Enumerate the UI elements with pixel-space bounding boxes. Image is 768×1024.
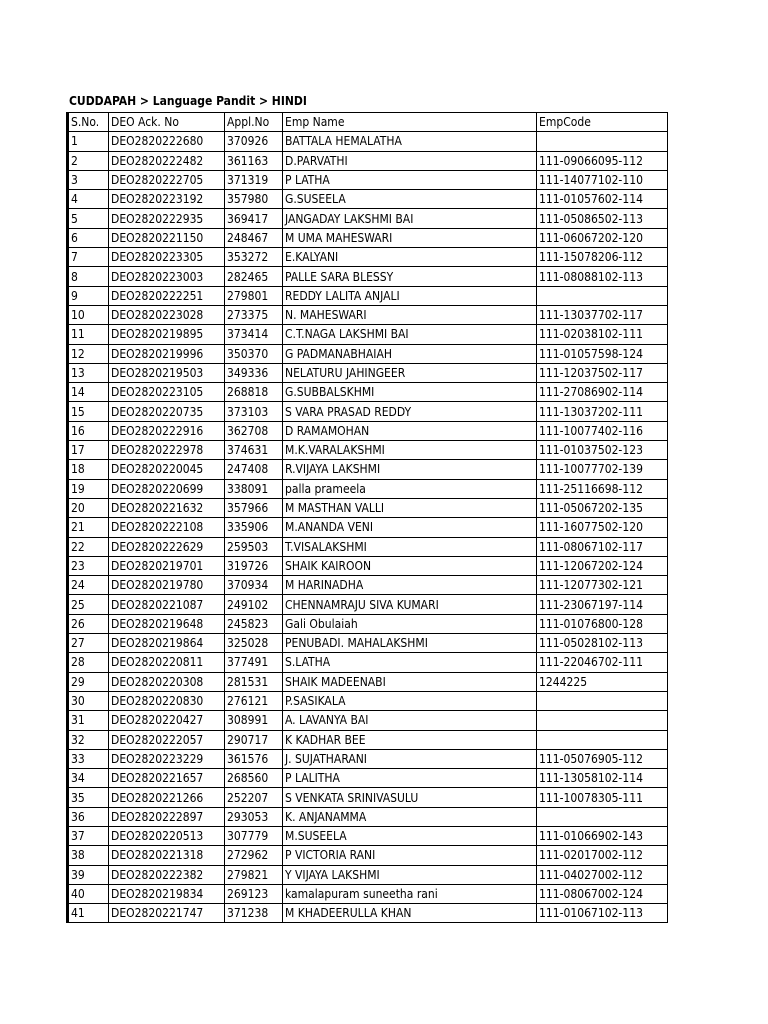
- cell-emp-name: JANGADAY LAKSHMI BAI: [283, 209, 537, 228]
- table-row: [68, 518, 668, 537]
- cell-deo-ack-no: DEO2820222251: [109, 286, 225, 305]
- cell-deo-ack-no: DEO2820222382: [109, 865, 225, 884]
- cell-appl-no: 335906: [225, 518, 283, 537]
- cell-appl-no: 350370: [225, 344, 283, 363]
- table-row: [68, 190, 668, 209]
- cell-emp-name: G PADMANABHAIAH: [283, 344, 537, 363]
- cell-appl-no: 370926: [225, 132, 283, 151]
- cell-sno: 11: [68, 325, 109, 344]
- cell-deo-ack-no: DEO2820220830: [109, 691, 225, 710]
- cell-sno: 8: [68, 267, 109, 286]
- cell-deo-ack-no: DEO2820220427: [109, 711, 225, 730]
- cell-appl-no: 371238: [225, 904, 283, 923]
- cell-emp-code: 111-08067102-117: [537, 537, 668, 556]
- cell-emp-name: S.LATHA: [283, 653, 537, 672]
- cell-emp-name: REDDY LALITA ANJALI: [283, 286, 537, 305]
- cell-sno: 25: [68, 595, 109, 614]
- table-row: [68, 228, 668, 247]
- cell-emp-code: 111-02017002-112: [537, 846, 668, 865]
- cell-emp-name: J. SUJATHARANI: [283, 749, 537, 768]
- table-row: [68, 749, 668, 768]
- cell-emp-name: K KADHAR BEE: [283, 730, 537, 749]
- table-row: [68, 730, 668, 749]
- header-row: [68, 113, 668, 132]
- cell-deo-ack-no: DEO2820220811: [109, 653, 225, 672]
- cell-sno: 1: [68, 132, 109, 151]
- cell-appl-no: 252207: [225, 788, 283, 807]
- cell-sno: 16: [68, 421, 109, 440]
- cell-emp-name: S VENKATA SRINIVASULU: [283, 788, 537, 807]
- table-row: [68, 556, 668, 575]
- cell-deo-ack-no: DEO2820220513: [109, 826, 225, 845]
- cell-deo-ack-no: DEO2820220308: [109, 672, 225, 691]
- cell-emp-name: C.T.NAGA LAKSHMI BAI: [283, 325, 537, 344]
- cell-emp-name: R.VIJAYA LAKSHMI: [283, 460, 537, 479]
- cell-sno: 37: [68, 826, 109, 845]
- column-header-emp-code: EmpCode: [537, 113, 668, 132]
- cell-appl-no: 293053: [225, 807, 283, 826]
- table-row: [68, 325, 668, 344]
- cell-emp-code: [537, 807, 668, 826]
- table-row: [68, 711, 668, 730]
- cell-deo-ack-no: DEO2820220045: [109, 460, 225, 479]
- cell-sno: 14: [68, 383, 109, 402]
- cell-emp-name: T.VISALAKSHMI: [283, 537, 537, 556]
- cell-deo-ack-no: DEO2820222108: [109, 518, 225, 537]
- table-row: [68, 421, 668, 440]
- cell-appl-no: 281531: [225, 672, 283, 691]
- cell-emp-code: 111-12077302-121: [537, 576, 668, 595]
- cell-emp-name: M.ANANDA VENI: [283, 518, 537, 537]
- cell-deo-ack-no: DEO2820221747: [109, 904, 225, 923]
- cell-sno: 2: [68, 151, 109, 170]
- cell-emp-name: SHAIK MADEENABI: [283, 672, 537, 691]
- table-row: [68, 479, 668, 498]
- table-row: [68, 363, 668, 382]
- table-header: [68, 113, 668, 132]
- table-row: [68, 653, 668, 672]
- cell-appl-no: 357966: [225, 498, 283, 517]
- cell-emp-code: 111-09066095-112: [537, 151, 668, 170]
- cell-emp-name: palla prameela: [283, 479, 537, 498]
- cell-sno: 13: [68, 363, 109, 382]
- cell-deo-ack-no: DEO2820220699: [109, 479, 225, 498]
- cell-sno: 24: [68, 576, 109, 595]
- cell-appl-no: 371319: [225, 170, 283, 189]
- table-row: [68, 826, 668, 845]
- cell-appl-no: 373103: [225, 402, 283, 421]
- cell-emp-name: D.PARVATHI: [283, 151, 537, 170]
- table-body: [68, 132, 668, 923]
- cell-appl-no: 279821: [225, 865, 283, 884]
- cell-emp-name: A. LAVANYA BAI: [283, 711, 537, 730]
- cell-emp-name: NELATURU JAHINGEER: [283, 363, 537, 382]
- cell-emp-code: 111-13058102-114: [537, 769, 668, 788]
- cell-emp-code: [537, 132, 668, 151]
- cell-sno: 38: [68, 846, 109, 865]
- cell-sno: 41: [68, 904, 109, 923]
- cell-emp-code: 111-01076800-128: [537, 614, 668, 633]
- table-row: [68, 691, 668, 710]
- cell-emp-name: K. ANJANAMMA: [283, 807, 537, 826]
- cell-emp-code: 111-01057602-114: [537, 190, 668, 209]
- cell-sno: 10: [68, 305, 109, 324]
- cell-appl-no: 276121: [225, 691, 283, 710]
- table-row: [68, 769, 668, 788]
- table-row: [68, 383, 668, 402]
- table-row: [68, 402, 668, 421]
- cell-sno: 33: [68, 749, 109, 768]
- cell-deo-ack-no: DEO2820222935: [109, 209, 225, 228]
- cell-emp-code: 111-05086502-113: [537, 209, 668, 228]
- cell-emp-code: 111-06067202-120: [537, 228, 668, 247]
- cell-emp-name: Gali Obulaiah: [283, 614, 537, 633]
- cell-emp-code: 111-02038102-111: [537, 325, 668, 344]
- cell-appl-no: 248467: [225, 228, 283, 247]
- cell-emp-code: 111-08088102-113: [537, 267, 668, 286]
- cell-emp-name: S VARA PRASAD REDDY: [283, 402, 537, 421]
- cell-deo-ack-no: DEO2820223003: [109, 267, 225, 286]
- cell-emp-name: M HARINADHA: [283, 576, 537, 595]
- table-row: [68, 788, 668, 807]
- cell-emp-name: CHENNAMRAJU SIVA KUMARI: [283, 595, 537, 614]
- cell-emp-code: 111-22046702-111: [537, 653, 668, 672]
- cell-emp-name: P LATHA: [283, 170, 537, 189]
- cell-sno: 39: [68, 865, 109, 884]
- cell-appl-no: 273375: [225, 305, 283, 324]
- cell-emp-code: 111-10077402-116: [537, 421, 668, 440]
- cell-emp-code: 111-05028102-113: [537, 634, 668, 653]
- cell-emp-name: N. MAHESWARI: [283, 305, 537, 324]
- cell-appl-no: 374631: [225, 441, 283, 460]
- cell-appl-no: 373414: [225, 325, 283, 344]
- table-row: [68, 614, 668, 633]
- cell-deo-ack-no: DEO2820219864: [109, 634, 225, 653]
- cell-sno: 27: [68, 634, 109, 653]
- cell-deo-ack-no: DEO2820221087: [109, 595, 225, 614]
- cell-sno: 32: [68, 730, 109, 749]
- cell-sno: 35: [68, 788, 109, 807]
- cell-deo-ack-no: DEO2820221150: [109, 228, 225, 247]
- cell-appl-no: 268560: [225, 769, 283, 788]
- cell-emp-code: 1244225: [537, 672, 668, 691]
- cell-emp-code: 111-25116698-112: [537, 479, 668, 498]
- cell-emp-code: [537, 730, 668, 749]
- column-header-sno: S.No.: [68, 113, 109, 132]
- cell-sno: 3: [68, 170, 109, 189]
- cell-emp-code: 111-16077502-120: [537, 518, 668, 537]
- cell-deo-ack-no: DEO2820223192: [109, 190, 225, 209]
- table-row: [68, 904, 668, 923]
- table-row: [68, 460, 668, 479]
- cell-deo-ack-no: DEO2820221318: [109, 846, 225, 865]
- cell-appl-no: 268818: [225, 383, 283, 402]
- cell-sno: 17: [68, 441, 109, 460]
- cell-appl-no: 279801: [225, 286, 283, 305]
- cell-deo-ack-no: DEO2820222705: [109, 170, 225, 189]
- table-row: [68, 151, 668, 170]
- cell-deo-ack-no: DEO2820222629: [109, 537, 225, 556]
- cell-emp-code: 111-01037502-123: [537, 441, 668, 460]
- cell-appl-no: 325028: [225, 634, 283, 653]
- cell-emp-name: Y VIJAYA LAKSHMI: [283, 865, 537, 884]
- cell-appl-no: 353272: [225, 248, 283, 267]
- cell-deo-ack-no: DEO2820219834: [109, 884, 225, 903]
- cell-deo-ack-no: DEO2820219996: [109, 344, 225, 363]
- cell-sno: 29: [68, 672, 109, 691]
- cell-sno: 21: [68, 518, 109, 537]
- cell-emp-code: 111-05076905-112: [537, 749, 668, 768]
- table-row: [68, 576, 668, 595]
- cell-appl-no: 247408: [225, 460, 283, 479]
- cell-appl-no: 361163: [225, 151, 283, 170]
- cell-emp-code: 111-12067202-124: [537, 556, 668, 575]
- cell-emp-code: [537, 691, 668, 710]
- table-row: [68, 286, 668, 305]
- cell-deo-ack-no: DEO2820219701: [109, 556, 225, 575]
- cell-emp-name: P.SASIKALA: [283, 691, 537, 710]
- cell-emp-name: M.K.VARALAKSHMI: [283, 441, 537, 460]
- cell-appl-no: 282465: [225, 267, 283, 286]
- cell-appl-no: 338091: [225, 479, 283, 498]
- cell-appl-no: 377491: [225, 653, 283, 672]
- table-row: [68, 807, 668, 826]
- table-row: [68, 634, 668, 653]
- cell-sno: 18: [68, 460, 109, 479]
- cell-emp-name: G.SUBBALSKHMI: [283, 383, 537, 402]
- table-row: [68, 884, 668, 903]
- cell-appl-no: 357980: [225, 190, 283, 209]
- cell-deo-ack-no: DEO2820222482: [109, 151, 225, 170]
- cell-emp-name: G.SUSEELA: [283, 190, 537, 209]
- cell-appl-no: 272962: [225, 846, 283, 865]
- table-row: [68, 344, 668, 363]
- cell-deo-ack-no: DEO2820219648: [109, 614, 225, 633]
- cell-deo-ack-no: DEO2820223305: [109, 248, 225, 267]
- cell-deo-ack-no: DEO2820219895: [109, 325, 225, 344]
- cell-emp-code: 111-12037502-117: [537, 363, 668, 382]
- cell-appl-no: 245823: [225, 614, 283, 633]
- cell-deo-ack-no: DEO2820222057: [109, 730, 225, 749]
- table-row: [68, 267, 668, 286]
- table-row: [68, 865, 668, 884]
- cell-deo-ack-no: DEO2820219503: [109, 363, 225, 382]
- cell-sno: 9: [68, 286, 109, 305]
- cell-sno: 6: [68, 228, 109, 247]
- cell-appl-no: 308991: [225, 711, 283, 730]
- cell-emp-name: BATTALA HEMALATHA: [283, 132, 537, 151]
- cell-emp-name: M UMA MAHESWARI: [283, 228, 537, 247]
- cell-deo-ack-no: DEO2820223105: [109, 383, 225, 402]
- cell-appl-no: 370934: [225, 576, 283, 595]
- cell-sno: 22: [68, 537, 109, 556]
- cell-emp-name: M.SUSEELA: [283, 826, 537, 845]
- cell-emp-code: 111-10078305-111: [537, 788, 668, 807]
- table-row: [68, 846, 668, 865]
- table-row: [68, 498, 668, 517]
- table-row: [68, 595, 668, 614]
- cell-sno: 5: [68, 209, 109, 228]
- cell-emp-code: [537, 286, 668, 305]
- cell-deo-ack-no: DEO2820222978: [109, 441, 225, 460]
- cell-emp-code: 111-13037702-117: [537, 305, 668, 324]
- cell-emp-name: SHAIK KAIROON: [283, 556, 537, 575]
- cell-sno: 34: [68, 769, 109, 788]
- breadcrumb: CUDDAPAH > Language Pandit > HINDI: [69, 94, 307, 108]
- cell-appl-no: 269123: [225, 884, 283, 903]
- cell-sno: 7: [68, 248, 109, 267]
- cell-sno: 30: [68, 691, 109, 710]
- cell-appl-no: 290717: [225, 730, 283, 749]
- cell-deo-ack-no: DEO2820220735: [109, 402, 225, 421]
- table-row: [68, 170, 668, 189]
- table-row: [68, 441, 668, 460]
- cell-emp-name: P LALITHA: [283, 769, 537, 788]
- cell-deo-ack-no: DEO2820221657: [109, 769, 225, 788]
- cell-deo-ack-no: DEO2820221266: [109, 788, 225, 807]
- cell-appl-no: 361576: [225, 749, 283, 768]
- cell-deo-ack-no: DEO2820221632: [109, 498, 225, 517]
- cell-emp-code: 111-04027002-112: [537, 865, 668, 884]
- cell-deo-ack-no: DEO2820222680: [109, 132, 225, 151]
- cell-sno: 15: [68, 402, 109, 421]
- cell-deo-ack-no: DEO2820222897: [109, 807, 225, 826]
- cell-emp-code: 111-13037202-111: [537, 402, 668, 421]
- cell-sno: 36: [68, 807, 109, 826]
- cell-emp-name: M MASTHAN VALLI: [283, 498, 537, 517]
- cell-emp-code: 111-05067202-135: [537, 498, 668, 517]
- cell-emp-code: 111-01057598-124: [537, 344, 668, 363]
- cell-emp-code: 111-14077102-110: [537, 170, 668, 189]
- table-row: [68, 132, 668, 151]
- cell-emp-name: M KHADEERULLA KHAN: [283, 904, 537, 923]
- cell-appl-no: 369417: [225, 209, 283, 228]
- cell-emp-code: 111-23067197-114: [537, 595, 668, 614]
- cell-sno: 12: [68, 344, 109, 363]
- cell-sno: 28: [68, 653, 109, 672]
- cell-emp-code: 111-10077702-139: [537, 460, 668, 479]
- cell-emp-code: 111-15078206-112: [537, 248, 668, 267]
- table-row: [68, 537, 668, 556]
- cell-emp-code: 111-01067102-113: [537, 904, 668, 923]
- table-row: [68, 672, 668, 691]
- cell-appl-no: 307779: [225, 826, 283, 845]
- table-row: [68, 305, 668, 324]
- employee-table: [66, 112, 668, 923]
- cell-emp-name: P VICTORIA RANI: [283, 846, 537, 865]
- cell-deo-ack-no: DEO2820223028: [109, 305, 225, 324]
- cell-appl-no: 259503: [225, 537, 283, 556]
- cell-emp-name: D RAMAMOHAN: [283, 421, 537, 440]
- cell-sno: 4: [68, 190, 109, 209]
- cell-appl-no: 319726: [225, 556, 283, 575]
- cell-emp-code: 111-01066902-143: [537, 826, 668, 845]
- cell-sno: 20: [68, 498, 109, 517]
- cell-emp-name: PENUBADI. MAHALAKSHMI: [283, 634, 537, 653]
- cell-appl-no: 362708: [225, 421, 283, 440]
- column-header-deo-ack-no: DEO Ack. No: [109, 113, 225, 132]
- cell-sno: 40: [68, 884, 109, 903]
- table-row: [68, 209, 668, 228]
- cell-sno: 26: [68, 614, 109, 633]
- cell-sno: 31: [68, 711, 109, 730]
- cell-sno: 23: [68, 556, 109, 575]
- cell-emp-name: kamalapuram suneetha rani: [283, 884, 537, 903]
- cell-appl-no: 249102: [225, 595, 283, 614]
- cell-emp-code: [537, 711, 668, 730]
- cell-emp-code: 111-27086902-114: [537, 383, 668, 402]
- cell-emp-name: E.KALYANI: [283, 248, 537, 267]
- cell-emp-name: PALLE SARA BLESSY: [283, 267, 537, 286]
- cell-emp-code: 111-08067002-124: [537, 884, 668, 903]
- column-header-appl-no: Appl.No: [225, 113, 283, 132]
- cell-appl-no: 349336: [225, 363, 283, 382]
- cell-deo-ack-no: DEO2820223229: [109, 749, 225, 768]
- cell-sno: 19: [68, 479, 109, 498]
- table-row: [68, 248, 668, 267]
- cell-deo-ack-no: DEO2820222916: [109, 421, 225, 440]
- cell-deo-ack-no: DEO2820219780: [109, 576, 225, 595]
- column-header-emp-name: Emp Name: [283, 113, 537, 132]
